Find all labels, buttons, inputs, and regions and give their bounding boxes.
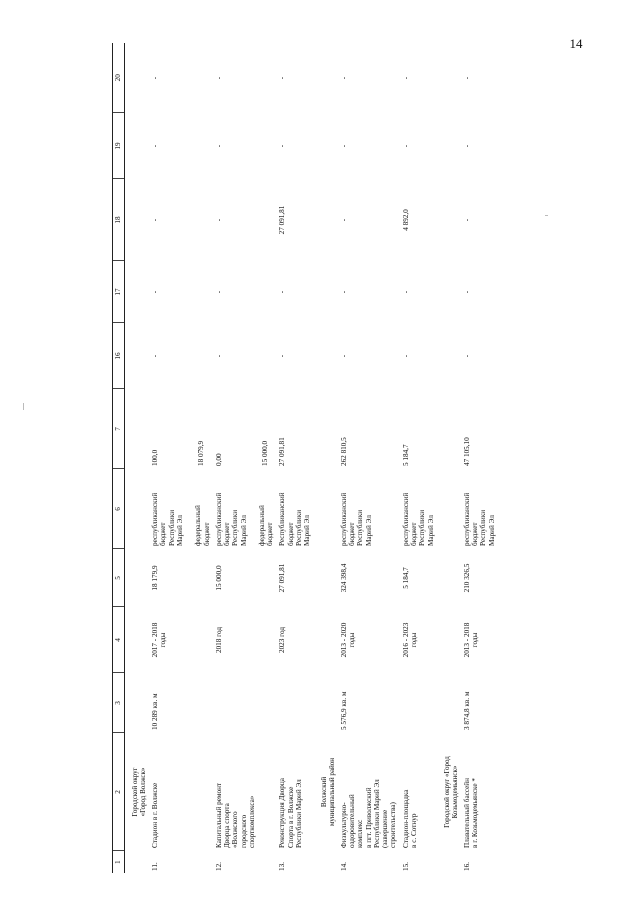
object-name: Стадион в г. Волжске (151, 782, 160, 848)
table-row (213, 43, 277, 873)
object-name: Физкультурно- оздоровительный комплекс в пгт. Приволжский Республики Марий Эл (завершение строительства) (339, 779, 398, 848)
cell-17: - (151, 290, 160, 294)
cell-16: - (214, 354, 223, 358)
row-number: 16. (462, 862, 471, 871)
cell-17: - (401, 290, 410, 294)
table-row (400, 43, 437, 873)
funding-amount: 0,00 (214, 453, 223, 466)
cell-17: - (462, 290, 471, 294)
table-row (149, 43, 213, 873)
col-header: 7 (113, 389, 125, 469)
capacity (400, 673, 437, 733)
row-number: 11. (151, 862, 160, 871)
funding-source: федеральный бюджет (194, 505, 211, 546)
cell-20: - (339, 76, 348, 80)
cell-17: - (214, 290, 223, 294)
funding-amount: 100,0 (151, 449, 160, 466)
cell-18: 27 091,81 (278, 205, 287, 235)
section-row (125, 43, 150, 873)
period: 2013 - 2020 годы (339, 622, 356, 658)
cell-19: - (278, 144, 287, 148)
table-row (461, 43, 498, 873)
scan-speck (23, 403, 24, 410)
cell-16: - (151, 354, 160, 358)
cell-16: - (339, 354, 348, 358)
page-number: 14 (569, 36, 583, 51)
period: 2017 - 2018 годы (151, 622, 168, 658)
capacity: 3 874,8 кв. м (462, 691, 471, 730)
cell-20: - (214, 76, 223, 80)
col-header: 19 (113, 113, 125, 179)
col-header: 2 (113, 733, 125, 851)
funding-source: республиканский бюджет Республики Марий Эл (462, 492, 496, 546)
object-name: Стадион-площадка в с. Сотнур (401, 789, 418, 848)
cell-20: - (151, 76, 160, 80)
col-header: 16 (113, 323, 125, 389)
total-cost: 324 398,4 (339, 563, 348, 593)
period: 2016 - 2023 годы (401, 622, 418, 658)
funding-source: федеральный бюджет (257, 505, 275, 546)
cell-19: - (462, 144, 471, 148)
funding-amount: 47 105,10 (462, 437, 471, 466)
table-row (338, 43, 400, 873)
program-table (112, 43, 498, 873)
capacity (276, 673, 313, 733)
rotated-table-sheet (112, 43, 535, 873)
section-row (437, 43, 461, 873)
table-row (276, 43, 313, 873)
cell-20: - (401, 76, 410, 80)
cell-20: - (462, 76, 471, 80)
cell-18: - (214, 218, 223, 222)
col-header: 1 (113, 851, 125, 873)
total-cost: 210 326,5 (462, 563, 471, 593)
row-number: 15. (401, 862, 410, 871)
funding-amount: 27 091,81 (278, 437, 287, 466)
scan-speck (545, 215, 548, 216)
capacity (213, 673, 277, 733)
cell-18: - (151, 218, 160, 222)
col-header: 17 (113, 261, 125, 323)
cell-16: - (278, 354, 287, 358)
row-number: 12. (214, 862, 223, 871)
funding-source: республиканский бюджет Республики Марий Эл (401, 492, 435, 546)
cell-19: - (339, 144, 348, 148)
cell-16: - (401, 354, 410, 358)
col-header: 18 (113, 179, 125, 261)
column-number-row (113, 43, 125, 873)
section-title: Городской округ «Город Волжск» (131, 767, 148, 817)
period: 2013 - 2018 годы (462, 622, 480, 658)
funding-source: республиканский бюджет Республики Марий Эл (214, 492, 248, 546)
total-cost: 18 179,9 (151, 565, 160, 591)
cell-19: - (151, 144, 160, 148)
cell-19: - (214, 144, 223, 148)
row-number: 14. (339, 862, 348, 871)
cell-16: - (462, 354, 471, 358)
funding-amount: 5 184,7 (401, 444, 410, 466)
object-name: Плавательный бассейн в г. Козьмодемьянске * (462, 778, 480, 848)
col-header: 3 (113, 673, 125, 733)
funding-source: республиканский бюджет Республики Марий Эл (339, 492, 373, 546)
capacity: 10 289 кв. м (151, 693, 160, 730)
funding-amount: 262 810,5 (339, 437, 348, 466)
cell-17: - (339, 290, 348, 294)
section-row (314, 43, 338, 873)
cell-18: - (339, 218, 348, 222)
cell-19: - (401, 144, 410, 148)
period: 2023 год (278, 627, 287, 653)
cell-20: - (278, 76, 287, 80)
total-cost: 5 184,7 (401, 567, 410, 589)
total-cost: 27 091,81 (278, 563, 287, 593)
cell-18: 4 892,0 (401, 209, 410, 231)
col-header: 20 (113, 43, 125, 113)
total-cost: 15 000,0 (214, 565, 223, 591)
object-name: Капитальный ремонт Дворца спорта «Волжского городского спорткомплекса» (214, 782, 256, 848)
capacity: 5 576,9 кв. м (339, 691, 348, 730)
period: 2018 год (214, 627, 223, 653)
col-header: 6 (113, 469, 125, 549)
funding-source: Республиканский бюджет Республики Марий Эл (278, 492, 312, 546)
object-name: Реконструкция Дворца Спорта в г. Волжске Республики Марий Эл (278, 778, 304, 848)
cell-17: - (278, 290, 287, 294)
cell-18: - (462, 218, 471, 222)
section-title: Волжский муниципальный район (319, 757, 336, 827)
row-number: 13. (278, 862, 287, 871)
funding-source: республиканский бюджет Республики Марий Эл (151, 492, 184, 546)
funding-amount: 18 079,9 (197, 440, 206, 466)
section-title: Городской округ «Город Козьмодемьянск» (442, 756, 459, 828)
col-header: 4 (113, 607, 125, 673)
funding-amount: 15 000,0 (261, 440, 270, 466)
col-header: 5 (113, 549, 125, 607)
